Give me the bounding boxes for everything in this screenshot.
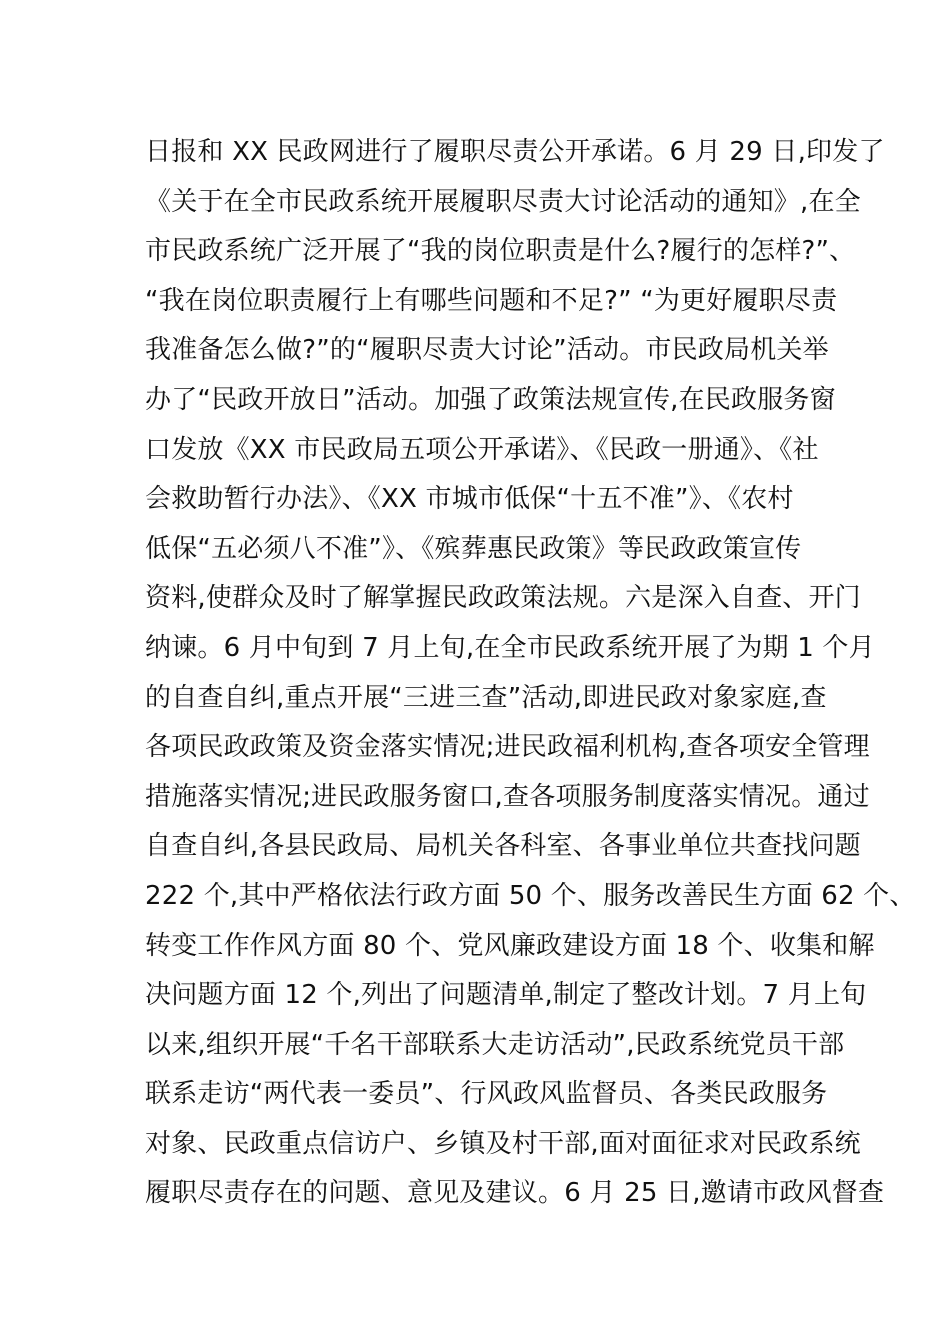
text-line: 资料,使群众及时了解掌握民政政策法规。六是深入自查、开门 <box>145 583 861 614</box>
text-line: 联系走访“两代表一委员”、行风政风监督员、各类民政服务 <box>145 1079 828 1110</box>
text-line: 各项民政政策及资金落实情况;进民政福利机构,查各项安全管理 <box>145 732 870 763</box>
text-line: 以来,组织开展“千名干部联系大走访活动”,民政系统党员干部 <box>145 1029 845 1060</box>
text-line: “我在岗位职责履行上有哪些问题和不足?” “为更好履职尽责 <box>145 285 838 316</box>
text-line: 措施落实情况;进民政服务窗口,查各项服务制度落实情况。通过 <box>145 781 870 812</box>
text-line: 转变工作作风方面 80 个、党风廉政建设方面 18 个、收集和解 <box>145 930 875 961</box>
text-line: 办了“民政开放日”活动。加强了政策法规宣传,在民政服务窗 <box>145 384 836 415</box>
body-text <box>145 128 916 1219</box>
text-line: 222 个,其中严格依法行政方面 50 个、服务改善民生方面 62 个、 <box>145 880 916 911</box>
text-line: 履职尽责存在的问题、意见及建议。6 月 25 日,邀请市政风督查 <box>145 1178 885 1209</box>
text-line: 我准备怎么做?”的“履职尽责大讨论”活动。市民政局机关举 <box>145 335 829 366</box>
text-line: 的自查自纠,重点开展“三进三查”活动,即进民政对象家庭,查 <box>145 682 827 713</box>
text-line: 《关于在全市民政系统开展履职尽责大讨论活动的通知》,在全 <box>145 186 861 217</box>
text-line: 对象、民政重点信访户、乡镇及村干部,面对面征求对民政系统 <box>145 1128 861 1159</box>
text-line: 决问题方面 12 个,列出了问题清单,制定了整改计划。7 月上旬 <box>145 980 867 1011</box>
text-line: 自查自纠,各县民政局、局机关各科室、各事业单位共查找问题 <box>145 831 861 862</box>
text-line: 口发放《XX 市民政局五项公开承诺》、《民政一册通》、《社 <box>145 434 819 465</box>
text-line: 会救助暂行办法》、《XX 市城市低保“十五不准”》、《农村 <box>145 484 794 515</box>
text-line: 日报和 XX 民政网进行了履职尽责公开承诺。6 月 29 日,印发了 <box>145 137 885 167</box>
text-line: 纳谏。6 月中旬到 7 月上旬,在全市民政系统开展了为期 1 个月 <box>145 632 875 663</box>
text-line: 低保“五必须八不准”》、《殡葬惠民政策》等民政政策宣传 <box>145 533 802 564</box>
text-line: 市民政系统广泛开展了“我的岗位职责是什么?履行的怎样?”、 <box>145 236 856 267</box>
